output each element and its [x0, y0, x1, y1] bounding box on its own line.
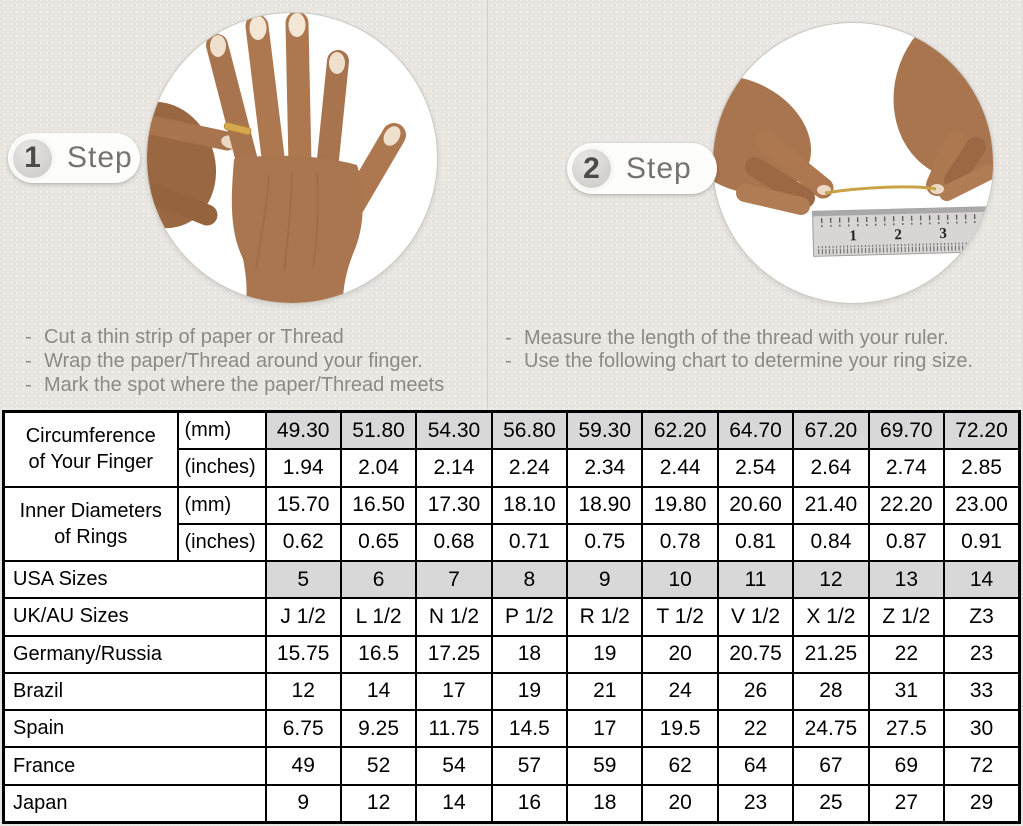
size-value-cell: 2.64 [793, 449, 868, 486]
vertical-divider [487, 0, 488, 409]
size-value-cell: 2.34 [567, 449, 642, 486]
size-value-cell: 54 [416, 747, 491, 784]
size-value-cell: Z 1/2 [869, 598, 944, 635]
size-value-cell: 0.87 [869, 524, 944, 561]
instruction-text: Wrap the paper/Thread around your finger. [44, 350, 423, 372]
row-sublabel: (mm) [178, 412, 266, 450]
size-value-cell: 21.25 [793, 636, 868, 673]
size-value-cell: 29 [944, 785, 1019, 823]
size-value-cell: R 1/2 [567, 598, 642, 635]
table-row [4, 487, 1020, 524]
row-label: Spain [4, 710, 266, 747]
size-value-cell: 19.5 [642, 710, 717, 747]
size-value-cell: 9.25 [341, 710, 416, 747]
size-value-cell: 2.54 [718, 449, 793, 486]
size-value-cell: 19 [492, 673, 567, 710]
size-value-cell: 2.14 [416, 449, 491, 486]
size-value-cell: L 1/2 [341, 598, 416, 635]
instruction-item [505, 327, 973, 350]
size-value-cell: 27 [869, 785, 944, 823]
size-value-cell: 0.68 [416, 524, 491, 561]
bullet-dash: - [25, 374, 32, 396]
size-value-cell: 16.5 [341, 636, 416, 673]
size-value-cell: 19 [567, 636, 642, 673]
size-value-cell: 0.75 [567, 524, 642, 561]
size-value-cell: 64 [718, 747, 793, 784]
step2-badge [567, 143, 717, 194]
size-value-cell: 6.75 [266, 710, 341, 747]
step1-label: Step [67, 141, 133, 174]
bullet-dash: - [25, 326, 32, 348]
size-value-cell: 21.40 [793, 487, 868, 524]
ruler-number-1: 1 [849, 228, 858, 245]
size-value-cell: 0.65 [341, 524, 416, 561]
size-value-cell: 14 [341, 673, 416, 710]
size-value-cell: 22.20 [869, 487, 944, 524]
size-value-cell: N 1/2 [416, 598, 491, 635]
step2-number-badge: 2 [569, 146, 614, 191]
instruction-item [25, 349, 444, 373]
step2-instructions [505, 327, 973, 373]
table-row [4, 598, 1020, 635]
table-row [4, 673, 1020, 710]
size-value-cell: 19.80 [642, 487, 717, 524]
size-value-cell: 20.75 [718, 636, 793, 673]
size-value-cell: 12 [341, 785, 416, 823]
size-value-cell: 20 [642, 785, 717, 823]
size-value-cell: J 1/2 [266, 598, 341, 635]
size-value-cell: 12 [793, 561, 868, 598]
size-value-cell: 69 [869, 747, 944, 784]
row-label: Germany/Russia [4, 636, 266, 673]
size-value-cell: 49.30 [266, 412, 341, 450]
main-hand [210, 13, 404, 303]
instruction-text: Cut a thin strip of paper or Thread [44, 326, 344, 348]
size-value-cell: 0.71 [492, 524, 567, 561]
size-value-cell: 12 [266, 673, 341, 710]
size-value-cell: 25 [793, 785, 868, 823]
row-label: France [4, 747, 266, 784]
size-value-cell: 0.78 [642, 524, 717, 561]
size-value-cell: 18.90 [567, 487, 642, 524]
size-value-cell: 17 [416, 673, 491, 710]
row-group-label: Circumference of Your Finger [4, 412, 178, 487]
size-value-cell: Z3 [944, 598, 1019, 635]
size-value-cell: 54.30 [416, 412, 491, 450]
table-row [4, 412, 1020, 450]
size-value-cell: 24 [642, 673, 717, 710]
table-row [4, 747, 1020, 784]
size-value-cell: 0.84 [793, 524, 868, 561]
size-value-cell: 0.81 [718, 524, 793, 561]
size-value-cell: 6 [341, 561, 416, 598]
step1-badge [8, 133, 140, 183]
size-value-cell: 23 [718, 785, 793, 823]
row-sublabel: (inches) [178, 449, 266, 486]
bullet-dash: - [25, 350, 32, 372]
size-value-cell: 28 [793, 673, 868, 710]
step1-number-badge: 1 [10, 136, 55, 181]
size-value-cell: 7 [416, 561, 491, 598]
size-value-cell: 67 [793, 747, 868, 784]
size-table-body [4, 412, 1020, 823]
size-value-cell: 2.04 [341, 449, 416, 486]
step1-photo [146, 12, 438, 304]
size-value-cell: 62 [642, 747, 717, 784]
row-label: USA Sizes [4, 561, 266, 598]
hand-with-ring-illustration [147, 13, 437, 303]
size-value-cell: 67.20 [793, 412, 868, 450]
size-value-cell: 59 [567, 747, 642, 784]
size-value-cell: 31 [869, 673, 944, 710]
size-value-cell: 57 [492, 747, 567, 784]
table-row [4, 710, 1020, 747]
size-value-cell: 72.20 [944, 412, 1019, 450]
step2-label: Step [626, 151, 692, 185]
size-value-cell: 21 [567, 673, 642, 710]
size-value-cell: 15.70 [266, 487, 341, 524]
table-row [4, 636, 1020, 673]
size-value-cell: 24.75 [793, 710, 868, 747]
size-value-cell: 17.25 [416, 636, 491, 673]
size-value-cell: 1.94 [266, 449, 341, 486]
size-value-cell: 51.80 [341, 412, 416, 450]
size-value-cell: 2.85 [944, 449, 1019, 486]
size-value-cell: 5 [266, 561, 341, 598]
left-hand [713, 53, 832, 218]
instruction-item [25, 373, 444, 397]
size-value-cell: 27.5 [869, 710, 944, 747]
size-value-cell: 26 [718, 673, 793, 710]
bullet-dash: - [505, 327, 512, 349]
size-value-cell: X 1/2 [793, 598, 868, 635]
instruction-text: Mark the spot where the paper/Thread meets [44, 374, 445, 396]
size-value-cell: 2.24 [492, 449, 567, 486]
size-value-cell: 72 [944, 747, 1019, 784]
size-value-cell: T 1/2 [642, 598, 717, 635]
measuring-thread-illustration [713, 23, 993, 303]
size-value-cell: 11.75 [416, 710, 491, 747]
size-value-cell: 2.44 [642, 449, 717, 486]
row-label: Japan [4, 785, 266, 823]
size-value-cell: 10 [642, 561, 717, 598]
size-value-cell: 18 [567, 785, 642, 823]
size-value-cell: 18 [492, 636, 567, 673]
size-value-cell: 2.74 [869, 449, 944, 486]
size-value-cell: 23.00 [944, 487, 1019, 524]
size-value-cell: 22 [718, 710, 793, 747]
size-value-cell: 13 [869, 561, 944, 598]
row-label: Brazil [4, 673, 266, 710]
bullet-dash: - [505, 350, 512, 372]
size-value-cell: 8 [492, 561, 567, 598]
size-value-cell: 23 [944, 636, 1019, 673]
size-value-cell: 49 [266, 747, 341, 784]
size-value-cell: 69.70 [869, 412, 944, 450]
size-value-cell: 18.10 [492, 487, 567, 524]
size-value-cell: 11 [718, 561, 793, 598]
table-row [4, 561, 1020, 598]
size-value-cell: 14.5 [492, 710, 567, 747]
instruction-text: Use the following chart to determine your ring size. [524, 350, 974, 372]
size-value-cell: 20 [642, 636, 717, 673]
instruction-text: Measure the length of the thread with your ruler. [524, 327, 949, 349]
size-value-cell: 0.91 [944, 524, 1019, 561]
gold-thread [825, 187, 936, 193]
right-hand [869, 23, 993, 202]
step2-photo [712, 22, 994, 304]
size-value-cell: 20.60 [718, 487, 793, 524]
size-value-cell: 0.62 [266, 524, 341, 561]
size-value-cell: 52 [341, 747, 416, 784]
row-label: UK/AU Sizes [4, 598, 266, 635]
size-value-cell: 17.30 [416, 487, 491, 524]
size-value-cell: 16 [492, 785, 567, 823]
size-value-cell: 14 [944, 561, 1019, 598]
size-value-cell: 16.50 [341, 487, 416, 524]
ruler-number-3: 3 [939, 225, 948, 243]
size-value-cell: 17 [567, 710, 642, 747]
size-value-cell: P 1/2 [492, 598, 567, 635]
row-sublabel: (inches) [178, 524, 266, 561]
instruction-item [505, 350, 973, 373]
size-value-cell: 30 [944, 710, 1019, 747]
size-value-cell: 56.80 [492, 412, 567, 450]
size-value-cell: 9 [266, 785, 341, 823]
row-sublabel: (mm) [178, 487, 266, 524]
size-value-cell: 14 [416, 785, 491, 823]
ruler-number-2: 2 [894, 227, 903, 244]
size-value-cell: 15.75 [266, 636, 341, 673]
ring-size-table [2, 410, 1021, 824]
table-row [4, 785, 1020, 823]
size-value-cell: 33 [944, 673, 1019, 710]
instruction-item [25, 325, 444, 349]
size-value-cell: 59.30 [567, 412, 642, 450]
size-value-cell: 22 [869, 636, 944, 673]
size-value-cell: V 1/2 [718, 598, 793, 635]
size-value-cell: 62.20 [642, 412, 717, 450]
ruler-graphic [812, 206, 993, 256]
step1-instructions [25, 325, 444, 397]
row-group-label: Inner Diameters of Rings [4, 487, 178, 562]
size-value-cell: 64.70 [718, 412, 793, 450]
size-value-cell: 9 [567, 561, 642, 598]
